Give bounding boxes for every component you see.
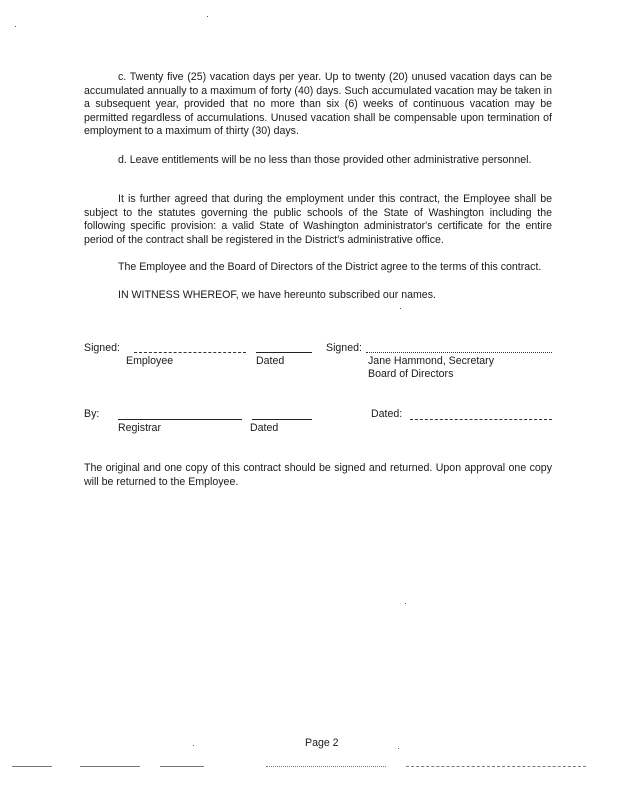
board-date-line (410, 419, 552, 420)
registrar-label: Registrar (118, 422, 161, 434)
paragraph-witness: IN WITNESS WHEREOF, we have hereunto subscribed our names. (118, 289, 436, 301)
board-of-directors-label: Board of Directors (368, 368, 454, 380)
paragraph-further-agreed: It is further agreed that during the employment under this contract, the Employee shall be subject to the statutes governing the public schools of the State of Washington including the following specific provision: a valid State of Washington administrator's certificate for the entire period of the contract shall be registered in the District's administrative office. (84, 193, 552, 246)
signed-label-secretary: Signed: (326, 342, 362, 354)
scan-speck (405, 603, 406, 604)
paragraph-closing-instructions: The original and one copy of this contract should be signed and returned. Upon approval one copy will be returned to the Employee. (84, 462, 552, 488)
signed-label-employee: Signed: (84, 342, 120, 354)
secretary-name: Jane Hammond, Secretary (368, 355, 495, 367)
registrar-signature-line (118, 419, 242, 420)
scan-bottom-edge (12, 766, 52, 767)
paragraph-vacation-days: c. Twenty five (25) vacation days per year. Up to twenty (20) unused vacation days can be accumulated annually to a maximum of forty (40) days. Such accumulated vacation may be taken in a subsequent year, provided that no more than six (6) weeks of continuous vacation may be permitted regardless of accumulations. Unused vacation shall be compensable upon termination of employment to a maximum of thirty (30) days. (84, 71, 552, 138)
scan-bottom-edge (80, 766, 140, 767)
secretary-signature-line (366, 352, 552, 353)
page-number: Page 2 (305, 737, 339, 749)
dated-colon-label: Dated: (371, 408, 403, 420)
scan-speck (398, 748, 399, 749)
employee-label: Employee (126, 355, 174, 367)
paragraph-agreement: The Employee and the Board of Directors of the District agree to the terms of this contract. (118, 261, 542, 273)
employee-dated-label: Dated (256, 355, 285, 367)
scan-speck (193, 745, 194, 746)
scan-speck (15, 26, 16, 27)
scan-bottom-edge (406, 766, 586, 767)
by-label: By: (84, 408, 100, 420)
employee-date-line (256, 352, 312, 353)
registrar-dated-label: Dated (250, 422, 279, 434)
registrar-date-line (252, 419, 312, 420)
employee-signature-line (134, 352, 246, 353)
scan-bottom-edge (266, 766, 386, 767)
scan-speck (400, 308, 401, 309)
scan-bottom-edge (160, 766, 204, 767)
paragraph-leave-entitlements: d. Leave entitlements will be no less than those provided other administrative personnel. (118, 154, 532, 166)
scan-speck (207, 16, 208, 17)
